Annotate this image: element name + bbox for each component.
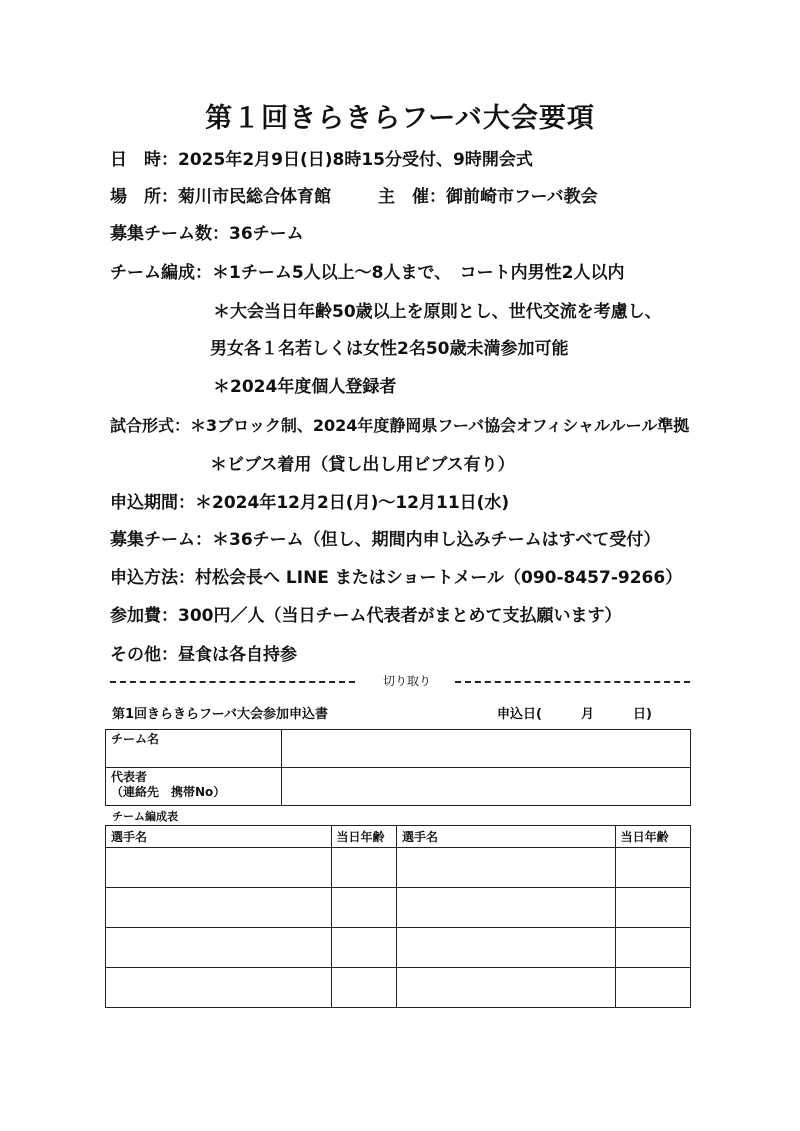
player-name-cell[interactable] — [397, 928, 616, 968]
roster-row — [106, 928, 691, 968]
recruit-teams-line: 募集チーム：＊36チーム（但し、期間内申し込みチームはすべて受付） — [110, 530, 661, 550]
player-name-cell[interactable] — [106, 888, 332, 928]
team-info-table — [105, 729, 691, 806]
cut-dash-left — [110, 681, 355, 683]
roster-header-row — [106, 826, 691, 848]
player-name-cell[interactable] — [397, 968, 616, 1008]
col-age-header: 当日年齢 — [331, 826, 396, 848]
cut-dash-right — [455, 681, 690, 683]
fee-line: 参加費：300円／人（当日チーム代表者がまとめて支払願います） — [110, 606, 622, 626]
player-age-cell[interactable] — [615, 888, 690, 928]
roster-label: チーム編成表 — [112, 810, 178, 823]
representative-label: 代表者 — [111, 770, 148, 784]
roster-row — [106, 848, 691, 888]
col-player-header-2: 選手名 — [397, 826, 616, 848]
representative-label-cell — [106, 768, 282, 806]
player-age-cell[interactable] — [615, 928, 690, 968]
col-player-header: 選手名 — [106, 826, 332, 848]
roster-table — [105, 825, 691, 1008]
composition-line-2: ＊大会当日年齢50歳以上を原則とし、世代交流を考慮し、 — [213, 302, 662, 322]
player-age-cell[interactable] — [331, 848, 396, 888]
form-title: 第1回きらきらフーバ大会参加申込書 — [112, 707, 329, 722]
composition-line-4: ＊2024年度個人登録者 — [213, 377, 397, 397]
roster-row — [106, 968, 691, 1008]
composition-line-3: 男女各１名若しくは女性2名50歳未満参加可能 — [210, 339, 569, 359]
datetime-line: 日 時：2025年2月9日(日)8時15分受付、9時開会式 — [110, 150, 533, 170]
player-age-cell[interactable] — [615, 968, 690, 1008]
teams-wanted-line: 募集チーム数：36チーム — [110, 224, 304, 244]
player-name-cell[interactable] — [397, 848, 616, 888]
format-line-2: ＊ビブス着用（貸し出し用ビブス有り） — [210, 455, 515, 475]
format-line-1: 試合形式：＊3ブロック制、2024年度静岡県フーバ協会オフィシャルルール準拠 — [110, 416, 690, 435]
player-age-cell[interactable] — [331, 928, 396, 968]
organizer-line: 主 催：御前崎市フーバ教会 — [378, 187, 598, 207]
other-line: その他：昼食は各自持参 — [110, 645, 297, 665]
team-name-row — [106, 730, 691, 768]
roster-row — [106, 888, 691, 928]
player-name-cell[interactable] — [397, 888, 616, 928]
team-name-label: チーム名 — [106, 730, 282, 768]
player-name-cell[interactable] — [106, 928, 332, 968]
cut-label: 切り取り — [382, 674, 431, 688]
application-method-line: 申込方法：村松会長へ LINE またはショートメール（090‐8457‐9266） — [110, 568, 683, 588]
composition-line-1: チーム編成：＊1チーム5人以上～8人まで、 コート内男性2人以内 — [110, 263, 625, 283]
player-age-cell[interactable] — [331, 888, 396, 928]
contact-label: （連絡先 携帯No） — [111, 785, 226, 799]
representative-field[interactable] — [282, 768, 691, 806]
application-date-label: 申込日( 月 日) — [497, 707, 652, 722]
player-name-cell[interactable] — [106, 848, 332, 888]
venue-line: 場 所：菊川市民総合体育館 — [110, 187, 331, 207]
page-title: 第１回きらきらフーバ大会要項 — [205, 103, 595, 134]
col-age-header-2: 当日年齢 — [615, 826, 690, 848]
player-age-cell[interactable] — [615, 848, 690, 888]
representative-row — [106, 768, 691, 806]
team-name-field[interactable] — [282, 730, 691, 768]
cut-line — [110, 672, 690, 692]
application-period-line: 申込期間：＊2024年12月2日(月)～12月11日(水) — [110, 493, 510, 513]
player-name-cell[interactable] — [106, 968, 332, 1008]
player-age-cell[interactable] — [331, 968, 396, 1008]
